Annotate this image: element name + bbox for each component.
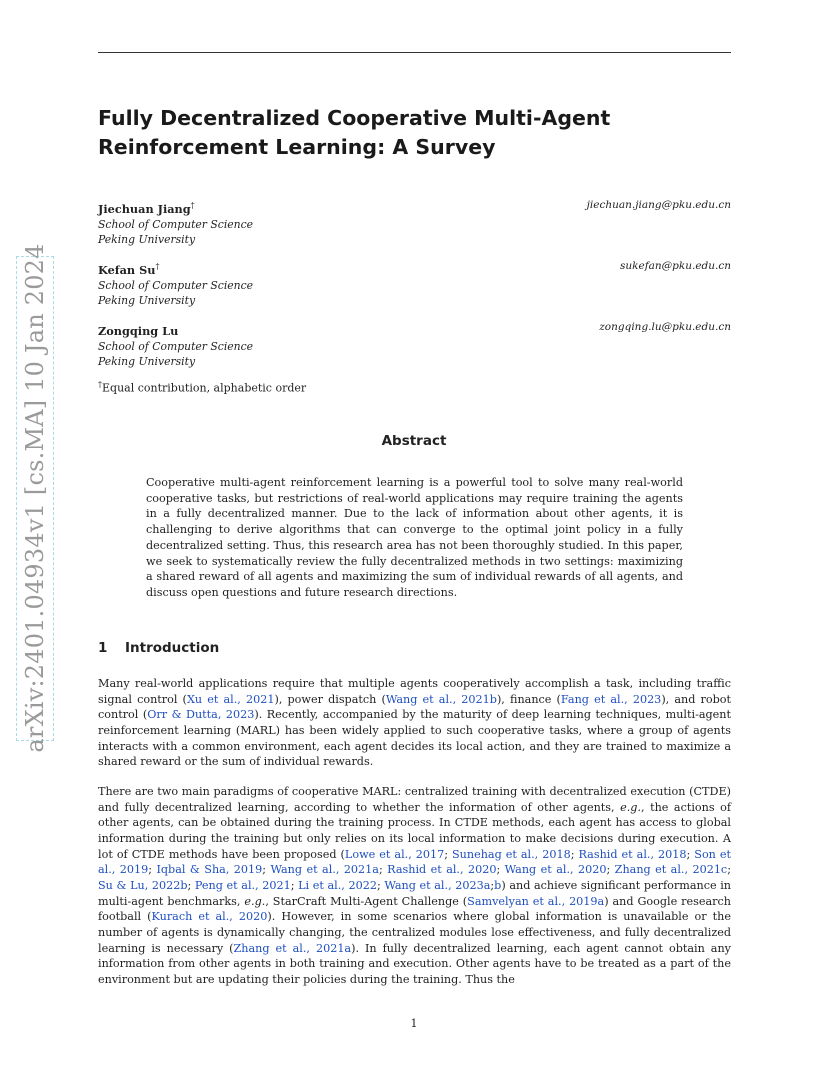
citation-link[interactable]: Su & Lu, 2022b (98, 878, 188, 892)
author-email[interactable]: sukefan@pku.edu.cn (620, 260, 731, 272)
abstract-text: Cooperative multi-agent reinforcement learning is a powerful tool to solve many real-world cooperative tasks, but restrictions of real-world applications may require training the agents in a fully decentralized manner. Due to the lack of information about other agents, it is challenging to derive algorithms that can converge to the optimal joint policy in a fully decentralized setting. Thus, this research area has not been thoroughly studied. In this paper, we seek to systematically review the fully decentralized methods in two settings: maximizing a shared reward of all agents and maximizing the sum of individual rewards of all agents, and discuss open questions and future research directions. (146, 476, 683, 599)
citation-link[interactable]: Lowe et al., 2017 (344, 847, 445, 861)
author-institution: Peking University (98, 293, 196, 307)
equal-contribution-note: †Equal contribution, alphabetic order (98, 380, 307, 395)
intro-paragraph-1: Many real-world applications require that multiple agents cooperatively accomplish a task, including traffic signal control (Xu et al., 2021), power dispatch (Wang et al., 2021b), finance (Fang et al., 2023), and robot control (Orr & Dutta, 2023). Recently, accompanied by the maturity of deep learning techniques, multi-agent reinforcement learning (MARL) has been widely applied to such cooperative tasks, where a group of agents interacts with a common environment, each agent decides its local action, and they are trained to maximize a shared reward or the sum of individual rewards. (98, 677, 732, 769)
author-name: Zongqing Lu (98, 323, 179, 338)
citation-link[interactable]: Iqbal & Sha, 2019 (156, 863, 263, 877)
citation-link[interactable]: Rashid et al., 2018 (578, 847, 687, 861)
author-email[interactable]: zongqing.lu@pku.edu.cn (599, 321, 731, 333)
citation-link[interactable]: Rashid et al., 2020 (387, 863, 497, 877)
citation-link[interactable]: Son et al., 2019 (98, 847, 732, 877)
author-block (98, 259, 731, 308)
intro-paragraph-2: There are two main paradigms of cooperative MARL: centralized training with decentralized execution (CTDE) and fully decentralized learning, according to whether the information of other agents, e.g., the actions of other agents, can be obtained during the training process. In CTDE methods, each agent has access to global information during the training but only relies on its local information to make decisions during execution. A lot of CTDE methods have been proposed (Lowe et al., 2017; Sunehag et al., 2018; Rashid et al., 2018; Son et al., 2019; Iqbal & Sha, 2019; Wang et al., 2021a; Rashid et al., 2020; Wang et al., 2020; Zhang et al., 2021c; Su & Lu, 2022b; Peng et al., 2021; Li et al., 2022; Wang et al., 2023a;b) and achieve significant performance in multi-agent benchmarks, e.g., StarCraft Multi-Agent Challenge (Samvelyan et al., 2019a) and Google research football (Kurach et al., 2020). However, in some scenarios where global information is unavailable or the number of agents is dynamically changing, the centralized modules lose effectiveness, and fully decentralized learning is necessary (Zhang et al., 2021a). In fully decentralized learning, each agent cannot obtain any information from other agents in both training and execution. Other agents have to be treated as a part of the environment but are updating their policies during the training. Thus the (98, 785, 732, 986)
citation-link[interactable]: Xu et al., 2021 (186, 692, 275, 706)
citation-link[interactable]: Peng et al., 2021 (194, 878, 291, 892)
section-heading: 1 Introduction (98, 640, 220, 656)
citation-link[interactable]: Zhang et al., 2021a (233, 941, 352, 955)
author-block (98, 198, 731, 247)
author-affiliation: School of Computer Science (98, 217, 254, 231)
author-institution: Peking University (98, 232, 196, 246)
citation-link[interactable]: Wang et al., 2021a (270, 863, 379, 877)
author-affiliation: School of Computer Science (98, 339, 254, 353)
citation-link[interactable]: Samvelyan et al., 2019a (467, 894, 605, 908)
author-institution: Peking University (98, 354, 196, 368)
page-number: 1 (410, 1017, 418, 1030)
arxiv-identifier[interactable]: arXiv:2401.04934v1 [cs.MA] 10 Jan 2024 (21, 243, 49, 753)
citation-link[interactable]: Wang et al., 2020 (504, 863, 607, 877)
citation-link[interactable]: Kurach et al., 2020 (151, 910, 268, 924)
citation-link[interactable]: Orr & Dutta, 2023 (147, 708, 255, 722)
abstract-heading: Abstract (381, 433, 447, 449)
top-rule (98, 52, 731, 53)
author-block (98, 320, 731, 369)
citation-link[interactable]: Wang et al., 2023a (384, 878, 491, 892)
paper-title: Fully Decentralized Cooperative Multi-Agent Reinforcement Learning: A Survey (98, 106, 611, 159)
citation-link[interactable]: Sunehag et al., 2018 (452, 847, 571, 861)
citation-link[interactable]: Li et al., 2022 (298, 878, 377, 892)
citation-link[interactable]: Zhang et al., 2021c (614, 863, 728, 877)
author-email[interactable]: jiechuan.jiang@pku.edu.cn (586, 199, 731, 211)
author-name: Kefan Su† (98, 262, 160, 277)
citation-link[interactable]: Fang et al., 2023 (560, 692, 662, 706)
author-name: Jiechuan Jiang† (98, 201, 195, 216)
author-affiliation: School of Computer Science (98, 278, 254, 292)
citation-link[interactable]: Wang et al., 2021b (385, 692, 497, 706)
citation-link[interactable]: b (494, 878, 502, 892)
